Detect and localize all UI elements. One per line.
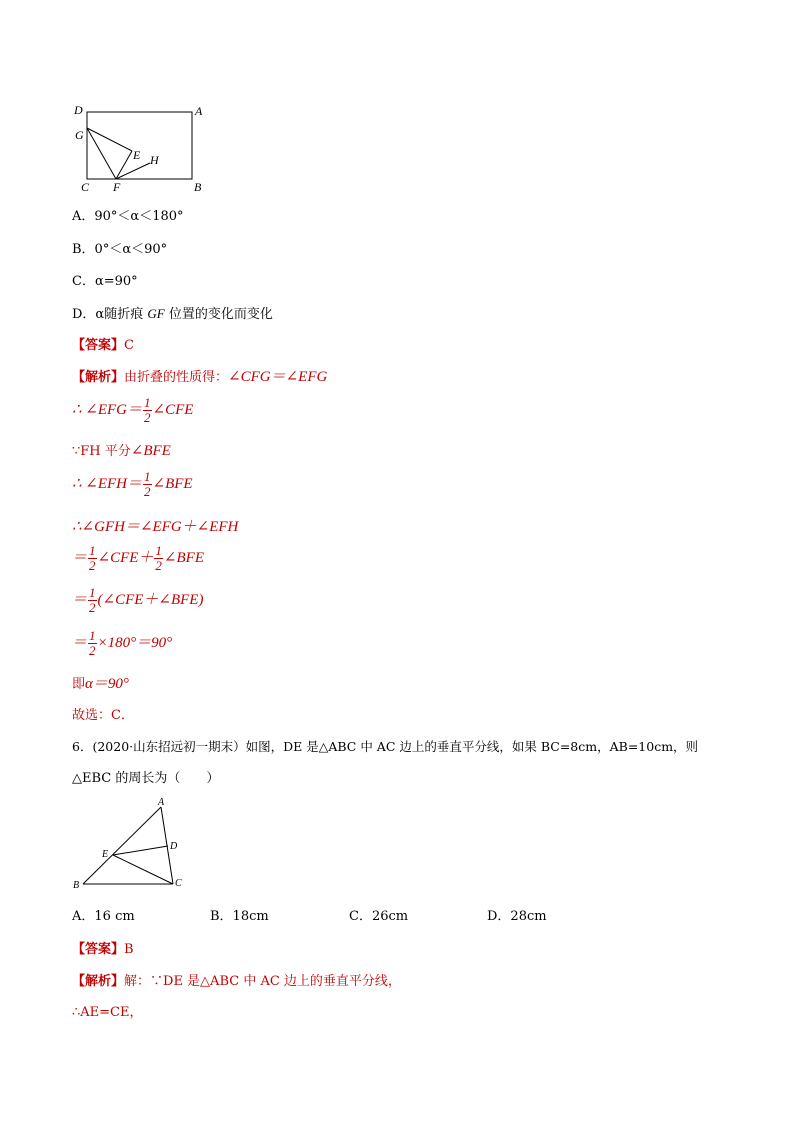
q5-option-b: B．0°＜α＜90° xyxy=(72,242,168,257)
label-a: A xyxy=(158,797,165,808)
q5-step6-b: ∠CFE＋ xyxy=(97,549,154,566)
segment-ec xyxy=(113,855,173,884)
figure-lines xyxy=(87,112,192,179)
fraction-denominator: 2 xyxy=(144,484,151,499)
q5-step2-rhs: ∠CFE xyxy=(152,401,194,418)
q5-step3 xyxy=(72,442,171,461)
label-g: G xyxy=(75,128,84,142)
q6-stem-line2: △EBC 的周长为（ ） xyxy=(72,771,220,786)
q5-step9 xyxy=(72,675,129,694)
fraction-numerator: 1 xyxy=(144,395,151,410)
q5-analysis-intro xyxy=(72,368,327,387)
fraction-numerator: 1 xyxy=(89,543,96,558)
q5-step4-lhs: ∴ ∠EFH＝ xyxy=(72,475,143,492)
q5-option-d-prefix: D．α随折痕 xyxy=(72,307,148,322)
fraction-numerator: 1 xyxy=(89,628,96,643)
fraction-denominator: 2 xyxy=(144,410,151,425)
label-b: B xyxy=(194,180,202,194)
q5-step3-angle: ∠BFE xyxy=(130,443,171,459)
q6-stem-line1: 6．(2020·山东招远初一期末）如图，DE 是△ABC 中 AC 边上的垂直平分线，如果 BC=8cm，AB=10cm，则 xyxy=(72,739,699,754)
label-f: F xyxy=(113,180,121,194)
figure-lines xyxy=(83,807,173,884)
q5-step1: ∠CFG＝∠EFG xyxy=(228,369,328,385)
q5-analysis-intro-text: 由折叠的性质得： xyxy=(124,370,229,385)
q5-option-c: C．α=90° xyxy=(72,274,138,289)
label-a: A xyxy=(195,104,203,118)
fraction-denominator: 2 xyxy=(89,643,96,658)
q5-step7-fraction xyxy=(88,586,97,615)
label-d: D xyxy=(74,103,83,117)
q5-step6-a: ＝ xyxy=(72,549,88,566)
q6-answer xyxy=(72,941,134,959)
q5-analysis-tag: 【解析】 xyxy=(72,370,125,385)
q5-step4-fraction xyxy=(143,470,152,499)
q5-step9-prefix: 即 xyxy=(72,677,86,692)
q5-step6-c: ∠BFE xyxy=(163,549,204,566)
q6-analysis-tag: 【解析】 xyxy=(72,974,125,989)
q6-analysis-line2: ∴AE=CE， xyxy=(72,1005,143,1020)
q6-option-b: B．18cm xyxy=(210,909,269,924)
q6-option-c: C．26cm xyxy=(349,909,409,924)
fraction-numerator: 1 xyxy=(155,543,162,558)
q5-answer-tag: 【答案】 xyxy=(72,338,125,353)
q6-answer-value: B xyxy=(124,942,134,957)
q5-step6 xyxy=(72,544,204,573)
label-d: D xyxy=(170,841,178,852)
q5-step2-fraction xyxy=(143,396,152,425)
q5-step4-rhs: ∠BFE xyxy=(152,475,193,492)
q5-step9-math: α＝90° xyxy=(85,676,129,692)
q5-step8-b: ×180°＝90° xyxy=(97,634,173,651)
q6-analysis-text: 解：∵DE 是△ABC 中 AC 边上的垂直平分线， xyxy=(124,974,401,989)
q6-option-a: A．16 cm xyxy=(72,909,135,924)
q5-step3-prefix: ∵FH 平分 xyxy=(72,444,131,459)
q5-conclusion: 故选：C． xyxy=(72,708,134,723)
q5-step2 xyxy=(72,396,193,425)
q5-option-d xyxy=(72,305,273,324)
q5-step8 xyxy=(72,629,172,658)
q6-analysis-line1 xyxy=(72,973,401,991)
q5-step8-fraction xyxy=(88,629,97,658)
q6-answer-tag: 【答案】 xyxy=(72,942,125,957)
q5-answer-value: C xyxy=(124,338,134,353)
q5-step5: ∴∠GFH＝∠EFG＋∠EFH xyxy=(72,519,239,535)
fraction-denominator: 2 xyxy=(89,600,96,615)
q5-step4 xyxy=(72,470,193,499)
q5-step6-fraction-1 xyxy=(88,544,97,573)
fraction-denominator: 2 xyxy=(89,558,96,573)
label-c: C xyxy=(175,878,182,889)
q5-step7-a: ＝ xyxy=(72,591,88,608)
label-e: E xyxy=(133,148,141,162)
fraction-denominator: 2 xyxy=(155,558,162,573)
label-e: E xyxy=(102,849,109,860)
q6-option-d: D．28cm xyxy=(487,909,547,924)
q5-answer xyxy=(72,337,134,355)
q5-option-d-suffix: 位置的变化而变化 xyxy=(164,307,273,322)
q5-option-d-var: GF xyxy=(147,306,165,321)
label-c: C xyxy=(81,180,90,194)
q5-option-a: A．90°＜α＜180° xyxy=(72,209,184,224)
fraction-numerator: 1 xyxy=(144,469,151,484)
fold-rectangle-figure xyxy=(70,100,210,200)
q5-step7 xyxy=(72,586,203,615)
label-b: B xyxy=(73,880,80,891)
label-h: H xyxy=(150,153,159,167)
fraction-numerator: 1 xyxy=(89,585,96,600)
q5-step2-lhs: ∴ ∠EFG＝ xyxy=(72,401,143,418)
q5-step7-b: (∠CFE＋∠BFE) xyxy=(97,591,204,608)
q5-step6-fraction-2 xyxy=(154,544,163,573)
rectangle-dcba xyxy=(87,112,192,179)
segment-ed xyxy=(113,846,168,855)
triangle-abc-figure xyxy=(70,795,190,895)
q5-step8-a: ＝ xyxy=(72,634,88,651)
